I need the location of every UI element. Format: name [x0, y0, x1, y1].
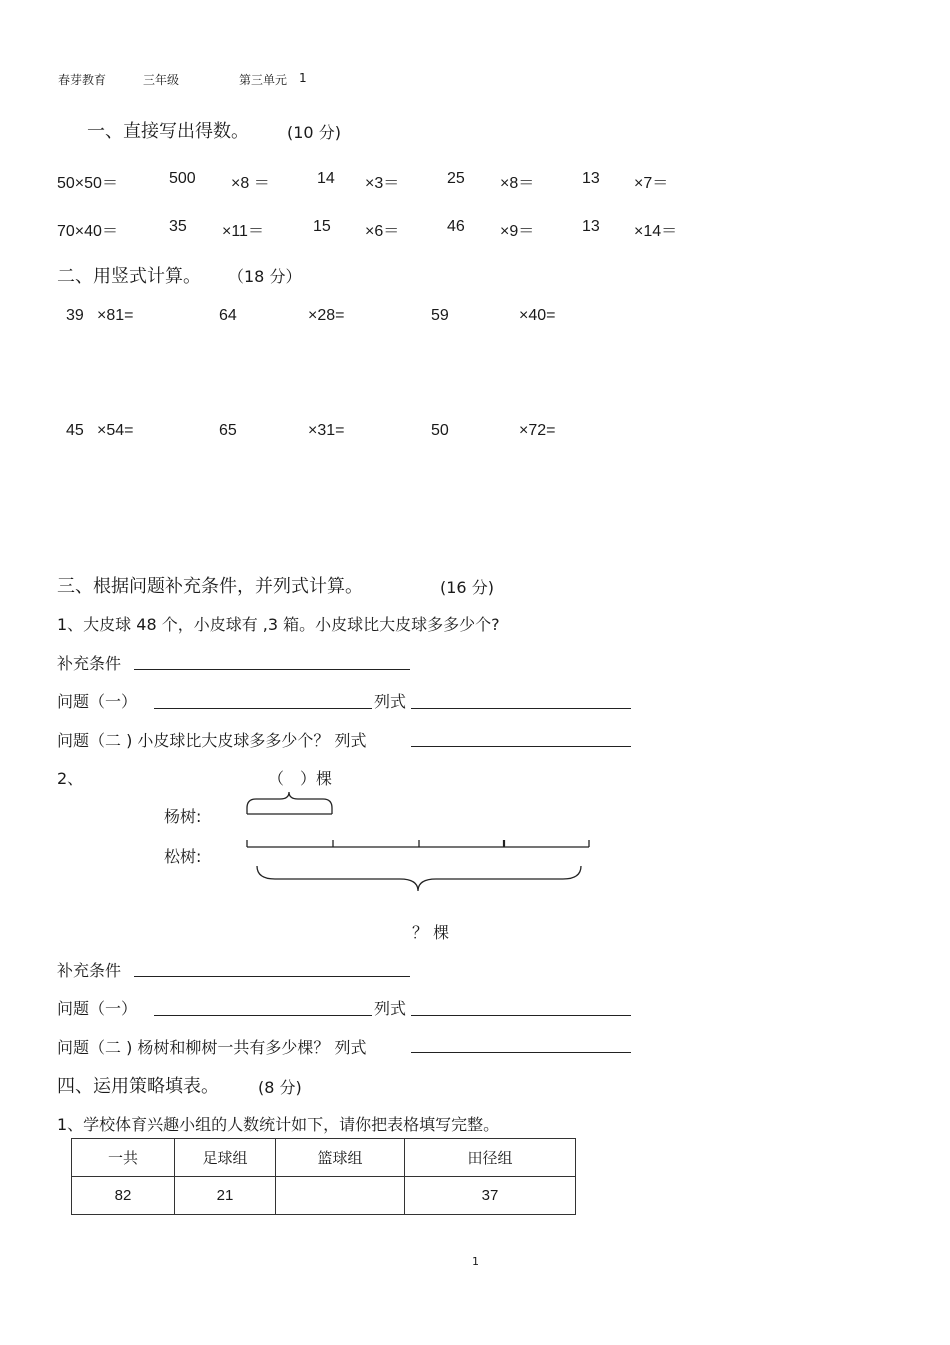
poplar-brace [247, 792, 332, 808]
s1-r2-c6: 46 [447, 218, 465, 235]
table-cell-total: 82 [72, 1177, 175, 1215]
s1-r2-c2: 35 [169, 218, 187, 235]
s1-r1-c6: 25 [447, 170, 465, 187]
s3-q2-problem2-blank[interactable] [411, 1052, 631, 1053]
s1-r1-c2: 500 [169, 170, 196, 187]
s1-r1-c8: 13 [582, 170, 600, 187]
s2-r1-c5: 59 [431, 307, 449, 324]
s1-r2-c8: 13 [582, 218, 600, 235]
s3-q2-problem1-label: 问题（一） [57, 999, 138, 1018]
s3-q2-condition-blank[interactable] [134, 976, 410, 977]
section2-title: 二、用竖式计算。 [57, 266, 201, 287]
table-cell-football: 21 [175, 1177, 276, 1215]
s2-r2-c5: 50 [431, 422, 449, 439]
pine-bar [247, 840, 589, 847]
table-header-row [72, 1139, 576, 1177]
table-header-cell: 田径组 [405, 1139, 576, 1177]
s2-r1-c1: 39 [66, 307, 84, 324]
header-number: 1 [299, 71, 307, 85]
s3-q1-problem2-label: 问题（二 ) 小皮球比大皮球多多少个？ 列式 [57, 731, 367, 750]
header-unit: 第三单元 [239, 73, 288, 87]
s2-r2-c6: ×72= [519, 422, 556, 439]
table-cell-basketball[interactable] [276, 1177, 405, 1215]
s1-r1-c4: 14 [317, 170, 335, 187]
s3-q2-problem1-blank[interactable] [154, 1015, 372, 1016]
section3-points: (16 分) [440, 578, 494, 597]
s2-r1-c3: 64 [219, 307, 237, 324]
stats-table [71, 1138, 576, 1215]
section1-points: (10 分) [287, 123, 341, 142]
section2-points: （18 分） [228, 267, 302, 286]
s3-q2-top-label: （ ）棵 [268, 769, 333, 788]
s3-q2-condition-label: 补充条件 [57, 961, 122, 980]
table-header-cell: 一共 [72, 1139, 175, 1177]
s1-r2-c3: ×11＝ [222, 223, 264, 240]
s1-r2-c5: ×6＝ [365, 223, 400, 240]
table-cell-track: 37 [405, 1177, 576, 1215]
section4-points: (8 分) [258, 1078, 302, 1097]
poplar-bar [247, 808, 332, 814]
s3-q1-expr-label: 列式 [374, 692, 407, 711]
s3-q1-text: 1、大皮球 48 个，小皮球有 ,3 箱。小皮球比大皮球多多少个? [57, 615, 500, 634]
s1-r1-c9: ×7＝ [634, 175, 669, 192]
s3-q2-label: 2、 [57, 769, 84, 788]
s3-q2-bottom-label: ？ 棵 [412, 923, 450, 942]
section3-title: 三、根据问题补充条件，并列式计算。 [57, 576, 363, 597]
table-header-cell: 篮球组 [276, 1139, 405, 1177]
s3-q2-poplar-label: 杨树: [164, 807, 202, 826]
page-number: 1 [472, 1255, 479, 1268]
s1-r2-c7: ×9＝ [500, 223, 535, 240]
header-org: 春芽教育 [58, 73, 107, 87]
s4-q1-text: 1、学校体育兴趣小组的人数统计如下，请你把表格填写完整。 [57, 1115, 500, 1134]
s1-r2-c4: 15 [313, 218, 331, 235]
s3-q1-condition-label: 补充条件 [57, 654, 122, 673]
s1-r2-c1: 70×40＝ [57, 223, 118, 240]
s3-q2-pine-label: 松树: [164, 847, 202, 866]
s1-r1-c7: ×8＝ [500, 175, 535, 192]
s2-r1-c6: ×40= [519, 307, 556, 324]
s2-r2-c3: 65 [219, 422, 237, 439]
s3-q2-problem2-label: 问题（二 ) 杨树和柳树一共有多少棵？ 列式 [57, 1038, 367, 1057]
section4-title: 四、运用策略填表。 [57, 1076, 219, 1097]
s2-r2-c4: ×31= [308, 422, 345, 439]
s1-r1-c5: ×3＝ [365, 175, 400, 192]
s2-r2-c1: 45 [66, 422, 84, 439]
s3-q1-problem1-label: 问题（一） [57, 692, 138, 711]
s2-r2-c2: ×54= [97, 422, 134, 439]
s2-r1-c4: ×28= [308, 307, 345, 324]
table-row [72, 1177, 576, 1215]
s3-q2-expr-label: 列式 [374, 999, 407, 1018]
header-grade: 三年级 [143, 73, 180, 87]
s1-r2-c9: ×14＝ [634, 223, 678, 240]
section1-title: 一、直接写出得数。 [87, 121, 249, 142]
table-header-cell: 足球组 [175, 1139, 276, 1177]
s2-r1-c2: ×81= [97, 307, 134, 324]
s3-q2-expr-blank[interactable] [411, 1015, 631, 1016]
pine-brace [257, 866, 581, 891]
s1-r1-c1: 50×50＝ [57, 175, 118, 192]
s1-r1-c3: ×8 ＝ [231, 175, 270, 192]
